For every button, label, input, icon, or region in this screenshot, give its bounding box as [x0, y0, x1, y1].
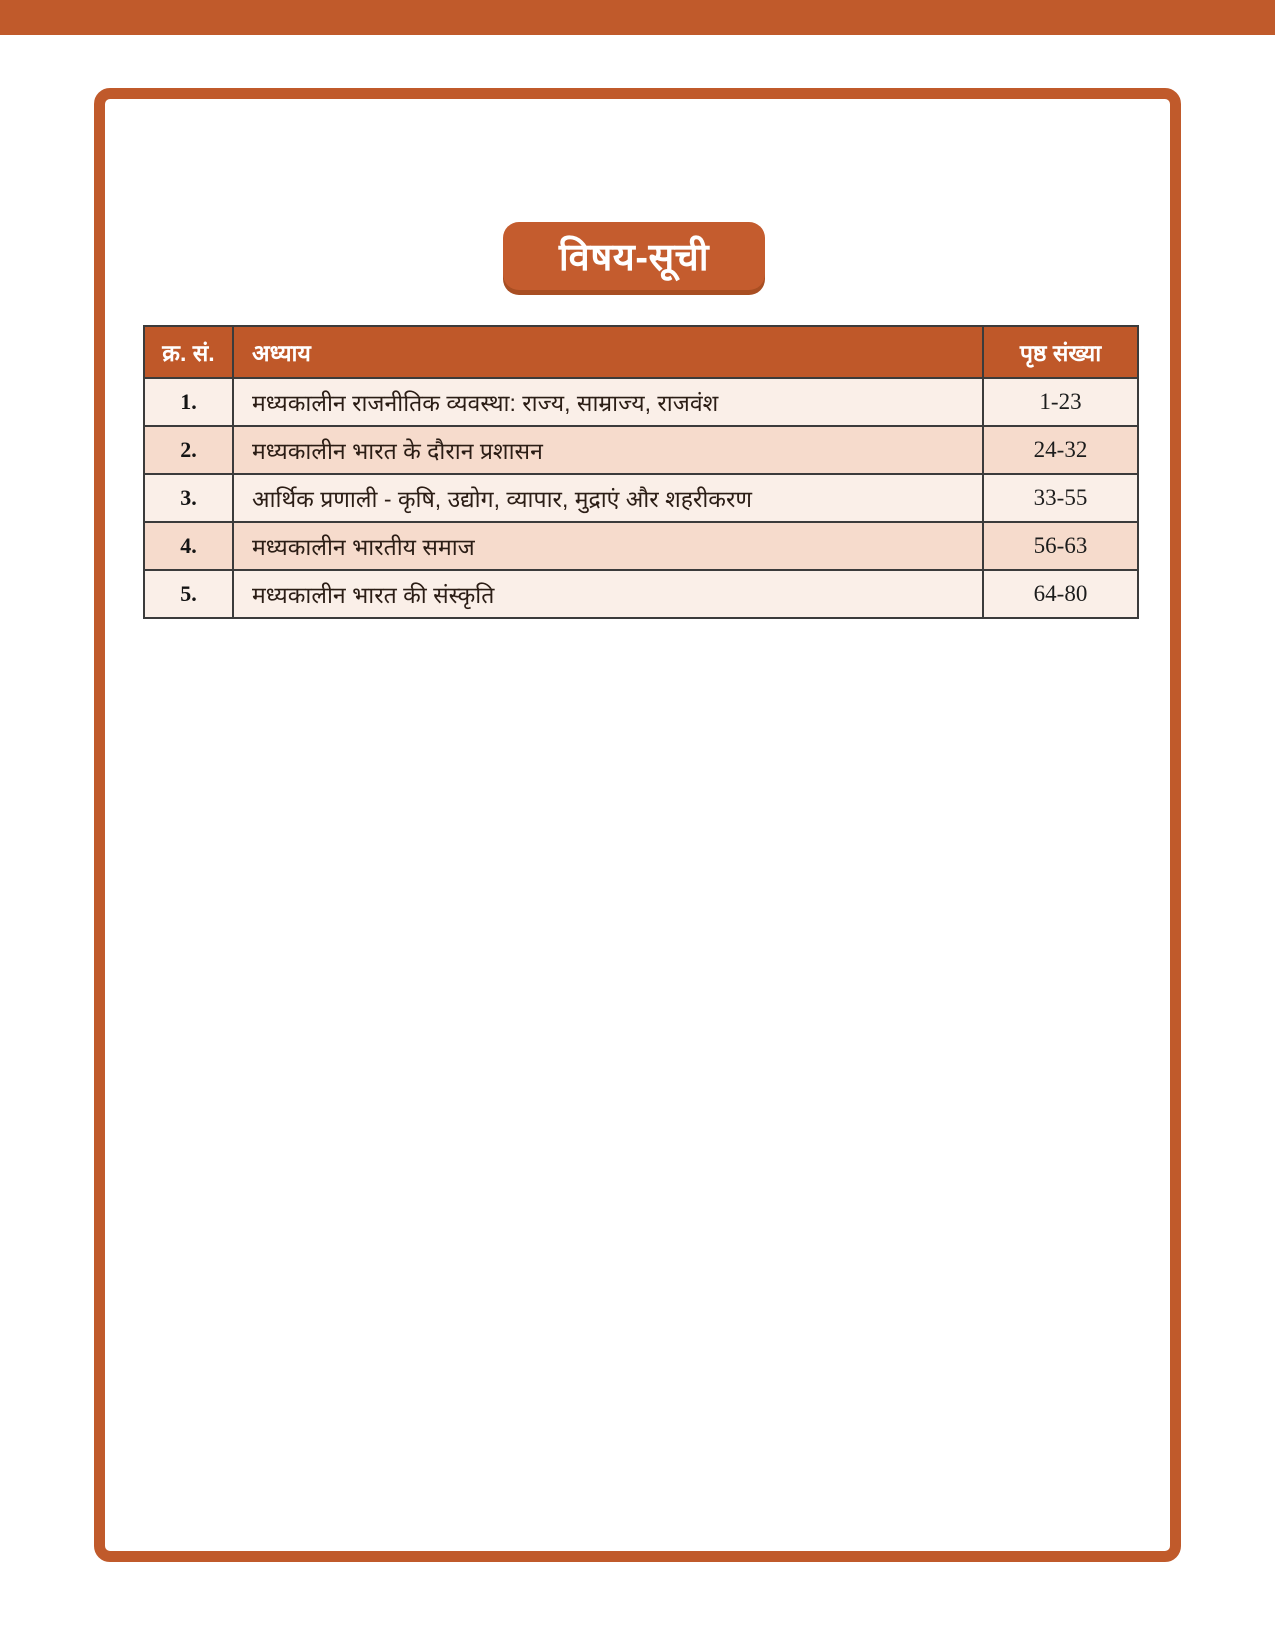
row-serial: 1.: [144, 378, 233, 426]
table-row: [144, 426, 1138, 474]
table-row: [144, 474, 1138, 522]
table-row: [144, 378, 1138, 426]
row-pages: 24-32: [983, 426, 1138, 474]
page-title: विषय-सूची: [558, 237, 710, 279]
title-banner: [503, 222, 765, 290]
row-pages: 56-63: [983, 522, 1138, 570]
header-serial-number: क्र. सं.: [144, 326, 233, 378]
row-serial: 5.: [144, 570, 233, 618]
row-pages: 33-55: [983, 474, 1138, 522]
table-row: [144, 570, 1138, 618]
header-page-number: पृष्ठ संख्या: [983, 326, 1138, 378]
top-accent-bar: [0, 0, 1275, 35]
row-chapter: आर्थिक प्रणाली - कृषि, उद्योग, व्यापार, मुद्राएं और शहरीकरण: [233, 474, 983, 522]
row-serial: 2.: [144, 426, 233, 474]
row-pages: 1-23: [983, 378, 1138, 426]
row-pages: 64-80: [983, 570, 1138, 618]
row-chapter: मध्यकालीन राजनीतिक व्यवस्था: राज्य, साम्राज्य, राजवंश: [233, 378, 983, 426]
row-chapter: मध्यकालीन भारतीय समाज: [233, 522, 983, 570]
row-serial: 3.: [144, 474, 233, 522]
toc-header-row: [144, 326, 1138, 378]
table-row: [144, 522, 1138, 570]
toc-table: [143, 325, 1139, 619]
row-chapter: मध्यकालीन भारत की संस्कृति: [233, 570, 983, 618]
page-border-frame: [94, 88, 1181, 1562]
header-chapter: अध्याय: [233, 326, 983, 378]
row-chapter: मध्यकालीन भारत के दौरान प्रशासन: [233, 426, 983, 474]
row-serial: 4.: [144, 522, 233, 570]
